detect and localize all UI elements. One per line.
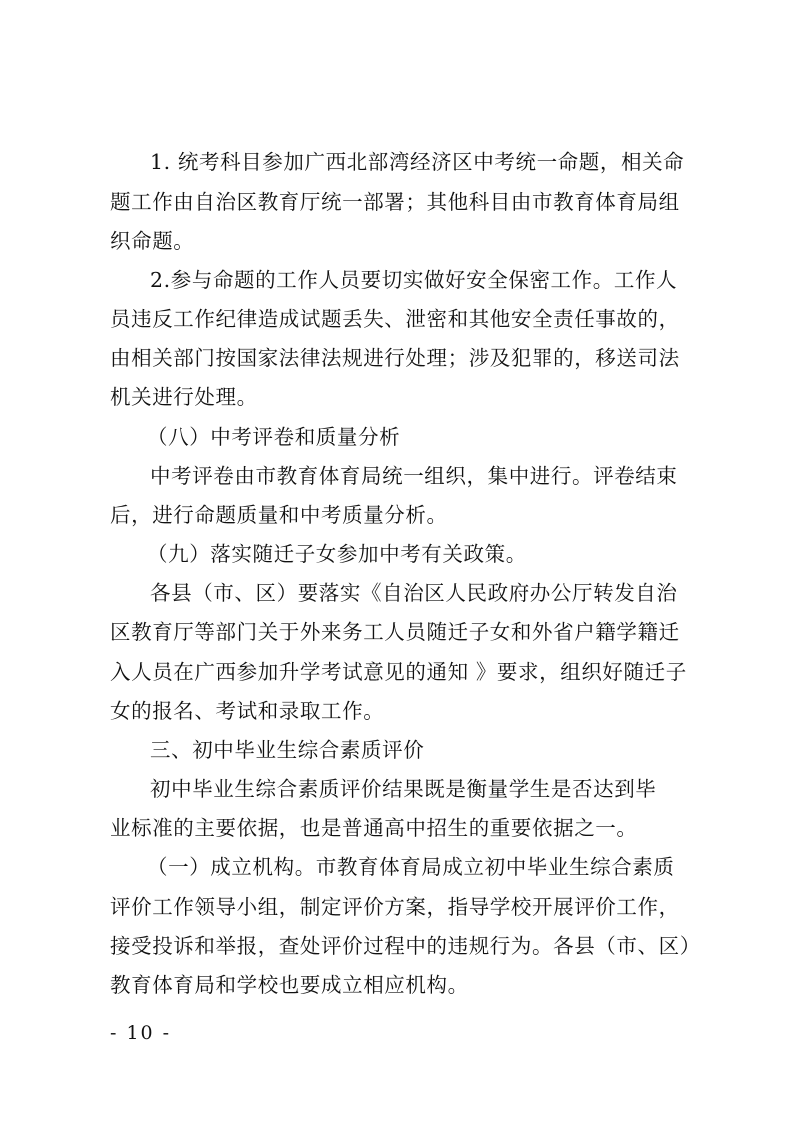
- body-line: 初中毕业生综合素质评价结果既是衡量学生是否达到毕: [150, 777, 657, 801]
- body-line: （一）成立机构。市教育体育局成立初中毕业生综合素质: [147, 855, 675, 879]
- body-line: 入人员在广西参加升学考试意见的通知 》要求，组织好随迁子: [110, 660, 687, 684]
- body-line: 后，进行命题质量和中考质量分析。: [110, 503, 448, 527]
- body-line: 接受投诉和举报，查处评价过程中的违规行为。各县（市、区）: [110, 934, 701, 958]
- body-line: 业标准的主要依据，也是普通高中招生的重要依据之一。: [110, 816, 638, 840]
- page-number: - 10 -: [110, 1022, 172, 1044]
- body-line: 中考评卷由市教育体育局统一组织，集中进行。评卷结束: [150, 464, 678, 488]
- body-line: 教育体育局和学校也要成立相应机构。: [110, 973, 469, 997]
- body-line: 1. 统考科目参加广西北部湾经济区中考统一命题，相关命: [150, 150, 685, 174]
- body-line: 各县（市、区）要落实《自治区人民政府办公厅转发自治: [150, 581, 678, 605]
- body-line: 女的报名、考试和录取工作。: [110, 699, 385, 723]
- section-heading: （九）落实随迁子女参加中考有关政策。: [147, 542, 527, 566]
- body-line: 评价工作领导小组，制定评价方案，指导学校开展评价工作，: [110, 895, 680, 919]
- section-heading: （八）中考评卷和质量分析: [147, 425, 401, 449]
- body-line: 题工作由自治区教育厅统一部署；其他科目由市教育体育局组: [110, 190, 680, 214]
- body-line: 由相关部门按国家法律法规进行处理；涉及犯罪的，移送司法: [110, 346, 680, 370]
- body-line: 区教育厅等部门关于外来务工人员随迁子女和外省户籍学籍迁: [110, 620, 680, 644]
- body-line: 机关进行处理。: [110, 385, 258, 409]
- body-line: 员违反工作纪律造成试题丢失、泄密和其他安全责任事故的，: [110, 307, 680, 331]
- body-line: 织命题。: [110, 229, 195, 253]
- chapter-heading: 三、初中毕业生综合素质评价: [150, 738, 425, 762]
- body-line: 2.参与命题的工作人员要切实做好安全保密工作。工作人: [150, 268, 678, 292]
